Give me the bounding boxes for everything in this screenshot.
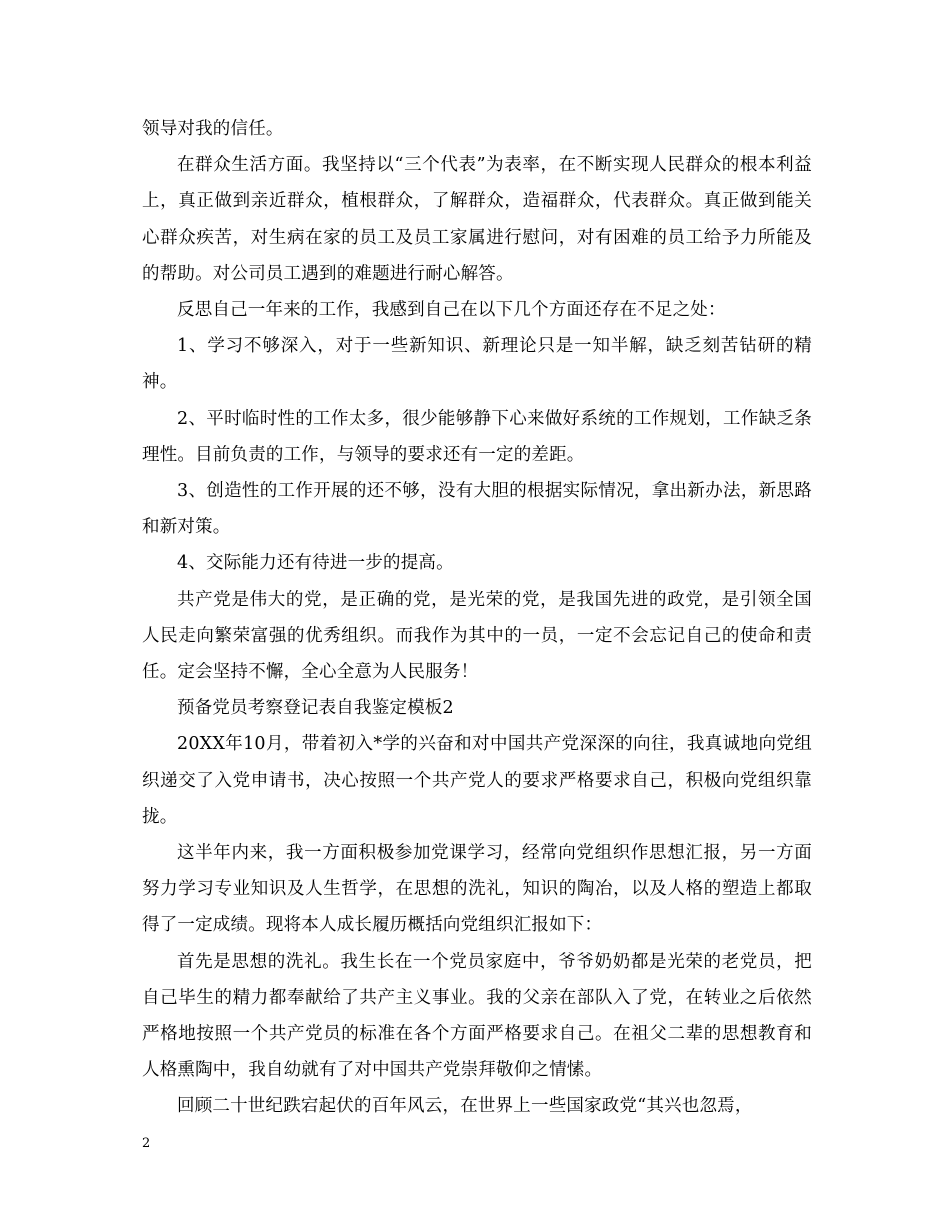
paragraph-1: 领导对我的信任。 — [142, 119, 284, 139]
paragraph-4: 1、学习不够深入，对于一些新知识、新理论只是一知半解，缺乏刻苦钻研的精神。 — [142, 336, 812, 393]
document-body — [142, 111, 812, 1125]
paragraph-2: 在群众生活方面。我坚持以“三个代表”为表率，在不断实现人民群众的根本利益上，真正做到亲近群众，植根群众，了解群众，造福群众，代表群众。真正做到能关心群众疾苦，对生病在家的员工及员工家属进行慰问，对有困难的员工给予力所能及的帮助。对公司员工遇到的难题进行耐心解答。 — [142, 155, 812, 284]
paragraph-8: 共产党是伟大的党，是正确的党，是光荣的党，是我国先进的政党，是引领全国人民走向繁荣富强的优秀组织。而我作为其中的一员，一定不会忘记自己的使命和责任。定会坚持不懈，全心全意为人民服务！ — [142, 589, 812, 683]
paragraph-3: 反思自己一年来的工作，我感到自己在以下几个方面还存在不足之处： — [177, 300, 726, 321]
paragraph-7: 4、交际能力还有待进一步的提高。 — [177, 553, 454, 574]
paragraph-11: 这半年内来，我一方面积极参加党课学习，经常向党组织作思想汇报，另一方面努力学习专业知识及人生哲学，在思想的洗礼，知识的陶冶，以及人格的塑造上都取得了一定成绩。现将本人成长履历概括向党组织汇报如下： — [142, 843, 812, 936]
paragraph-6: 3、创造性的工作开展的还不够，没有大胆的根据实际情况，拿出新办法，新思路和新对策。 — [142, 481, 812, 538]
paragraph-12: 首先是思想的洗礼。我生长在一个党员家庭中，爷爷奶奶都是光荣的老党员，把自己毕生的精力都奉献给了共产主义事业。我的父亲在部队入了党，在转业之后依然严格地按照一个共产党员的标准在各个方面严格要求自己。在祖父二辈的思想教育和人格熏陶中，我自幼就有了对中国共产党崇拜敬仰之情愫。 — [142, 951, 812, 1081]
paragraph-5: 2、平时临时性的工作太多，很少能够静下心来做好系统的工作规划，工作缺乏条理性。目前负责的工作，与领导的要求还有一定的差距。 — [142, 408, 812, 465]
page-number: 2 — [142, 1136, 151, 1151]
paragraph-10: 20XX年10月，带着初入*学的兴奋和对中国共产党深深的向往，我真诚地向党组织递交了入党申请书，决心按照一个共产党人的要求严格要求自己，积极向党组织靠拢。 — [142, 734, 812, 827]
paragraph-13: 回顾二十世纪跌宕起伏的百年风云，在世界上一些国家政党“其兴也忽焉， — [177, 1096, 753, 1117]
section-heading: 预备党员考察登记表自我鉴定模板2 — [177, 698, 454, 719]
